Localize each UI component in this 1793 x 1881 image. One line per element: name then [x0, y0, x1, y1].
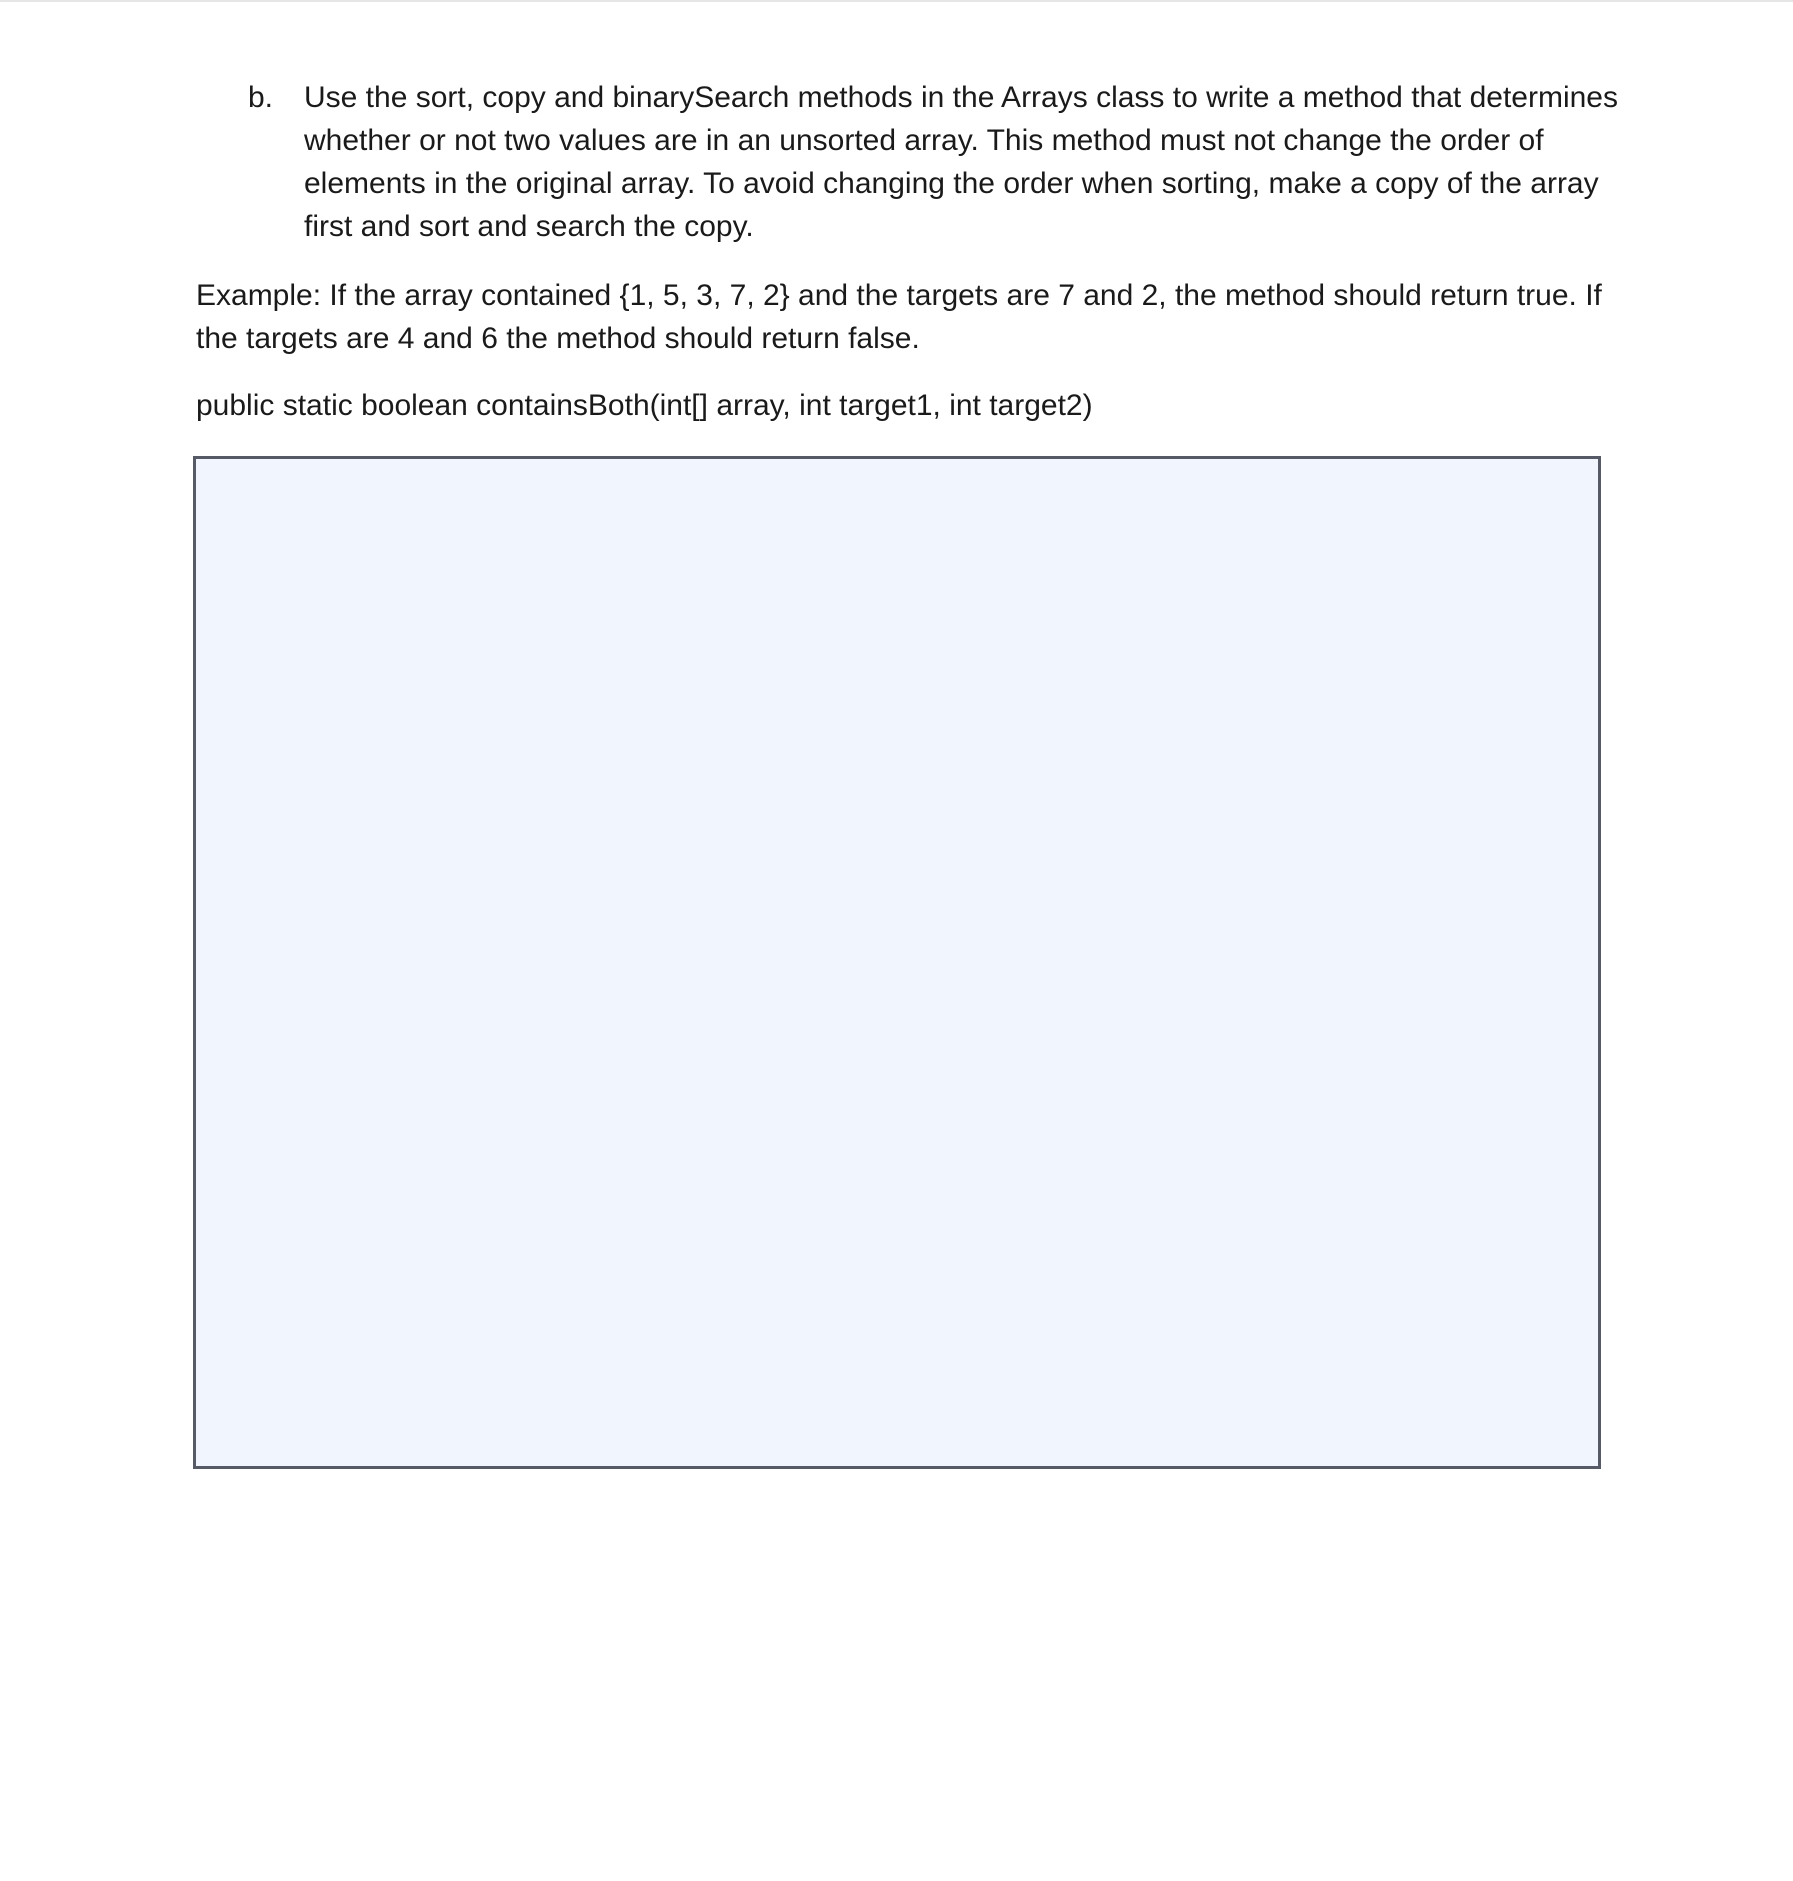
question-b [250, 76, 1620, 248]
page-top-rule [0, 0, 1793, 2]
question-label: b. [248, 81, 274, 114]
example-paragraph: Example: If the array contained {1, 5, 3, 7, 2} and the targets are 7 and 2, the method should return true. If the targets are 4 and 6 the method should return false. [196, 279, 1602, 355]
question-text: Use the sort, copy and binarySearch methods in the Arrays class to write a method that determines whether or not two values are in an unsorted array. This method must not change the order of elements in the original array. To avoid changing the order when sorting, make a copy of the array first and sort and search the copy. [304, 81, 1618, 243]
method-signature: public static boolean containsBoth(int[] array, int target1, int target2) [196, 389, 1093, 422]
answer-input-box[interactable] [193, 456, 1601, 1469]
